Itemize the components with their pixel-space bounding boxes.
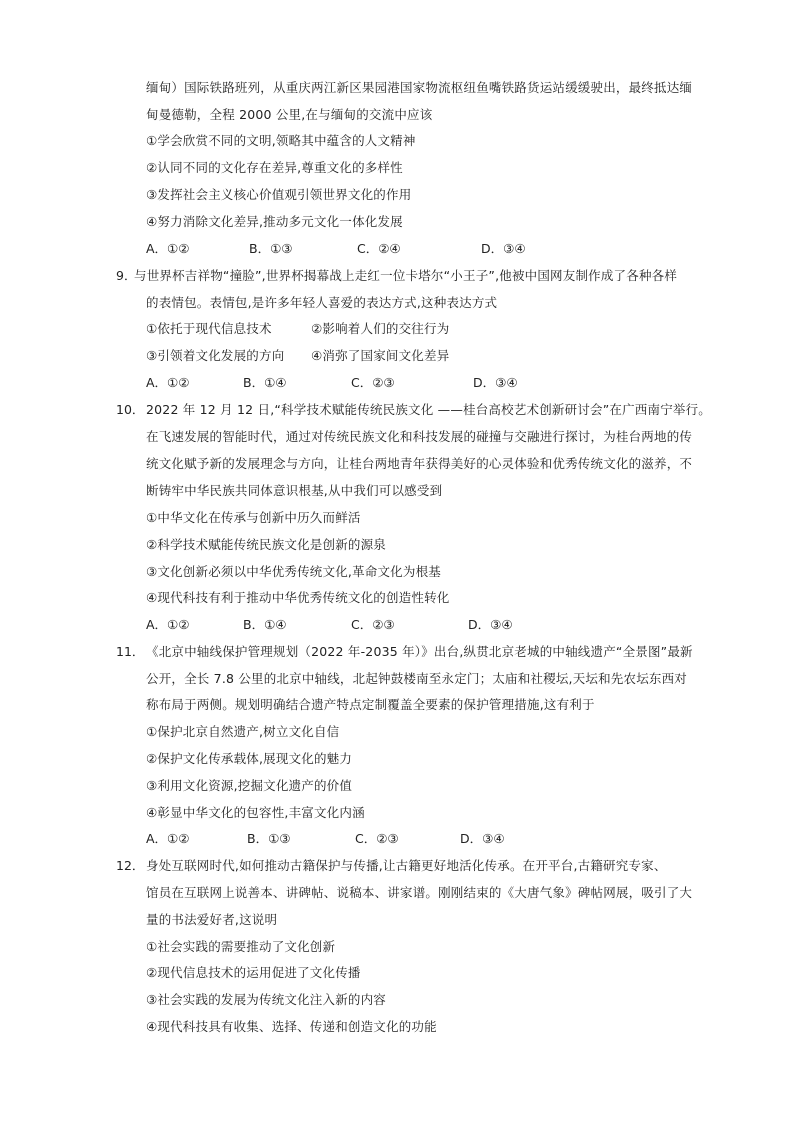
q8-item-1: ①学会欣赏不同的文明,领略其中蕴含的人文精神 xyxy=(146,133,416,148)
q10-item-1: ①中华文化在传承与创新中历久而鲜活 xyxy=(146,510,361,525)
q11-option-b: B．①③ xyxy=(247,831,291,846)
q11-option-a: A．①② xyxy=(146,831,190,846)
q10-option-b: B．①④ xyxy=(243,617,287,632)
q8-item-3: ③发挥社会主义核心价值观引领世界文化的作用 xyxy=(146,187,412,202)
q9-option-d: D．③④ xyxy=(473,375,518,390)
q10-line-3: 统文化赋予新的发展理念与方向，让桂台两地青年获得美好的心灵体验和优秀传统文化的滋养，不 xyxy=(146,456,693,471)
q11-option-c: C．②③ xyxy=(355,831,399,846)
q9-item-3: ③引领着文化发展的方向 xyxy=(146,348,285,363)
q11-line-3: 称布局于两侧。规划明确结合遗产特点定制覆盖全要素的保护管理措施,这有利于 xyxy=(146,697,595,712)
q10-line-4: 断铸牢中华民族共同体意识根基,从中我们可以感受到 xyxy=(146,483,443,498)
q8-line-1: 缅甸）国际铁路班列，从重庆两江新区果园港国家物流枢纽鱼嘴铁路货运站缓缓驶出，最终抵达缅 xyxy=(146,80,693,95)
q12-item-2: ②现代信息技术的运用促进了文化传播 xyxy=(146,965,361,980)
q11-line-2: 公开，全长 7.8 公里的北京中轴线，北起钟鼓楼南至永定门；太庙和社稷坛,天坛和先农坛东西对 xyxy=(146,671,688,686)
q11-item-1: ①保护北京自然遗产,树立文化自信 xyxy=(146,724,340,739)
q9-option-c: C．②③ xyxy=(351,375,395,390)
q12-item-3: ③社会实践的发展为传统文化注入新的内容 xyxy=(146,992,387,1007)
q11-item-4: ④彰显中华文化的包容性,丰富文化内涵 xyxy=(146,805,365,820)
q12-item-1: ①社会实践的需要推动了文化创新 xyxy=(146,939,336,954)
q10-option-c: C．②③ xyxy=(351,617,395,632)
q9-line-2: 的表情包。表情包,是许多年轻人喜爱的表达方式,这种表达方式 xyxy=(146,295,498,310)
q9-option-a: A．①② xyxy=(146,375,190,390)
q9-item-1: ①依托于现代信息技术 xyxy=(146,321,272,336)
q10-item-2: ②科学技术赋能传统民族文化是创新的源泉 xyxy=(146,537,387,552)
q12-line-2: 馆员在互联网上说善本、讲碑帖、说稿本、讲家谱。刚刚结束的《大唐气象》碑帖网展，吸引了大 xyxy=(146,885,693,900)
q9-item-2: ②影响着人们的交往行为 xyxy=(311,321,450,336)
q8-item-4: ④努力消除文化差异,推动多元文化一体化发展 xyxy=(146,214,403,229)
q12-item-4: ④现代科技具有收集、选择、传递和创造文化的功能 xyxy=(146,1019,437,1034)
q9-item-4: ④消弥了国家间文化差异 xyxy=(311,348,450,363)
q12-line-1: 身处互联网时代,如何推动古籍保护与传播,让古籍更好地活化传承。在开平台,古籍研究专家、 xyxy=(146,858,667,873)
q11-line-1: 《北京中轴线保护管理规划（2022 年-2035 年）》出台,纵贯北京老城的中轴线遗产“全景图”最新 xyxy=(146,644,693,659)
q10-line-1: 2022 年 12 月 12 日,“科学技术赋能传统民族文化 ——桂台高校艺术创新研讨会”在广西南宁举行。 xyxy=(146,402,711,417)
q8-option-d: D．③④ xyxy=(481,241,526,256)
q10-item-3: ③文化创新必须以中华优秀传统文化,革命文化为根基 xyxy=(146,564,441,579)
q12-number: 12． xyxy=(116,858,145,873)
q9-option-b: B．①④ xyxy=(243,375,287,390)
q8-option-c: C．②④ xyxy=(357,241,401,256)
q11-option-d: D．③④ xyxy=(460,831,505,846)
q11-item-3: ③利用文化资源,挖掘文化遗产的价值 xyxy=(146,778,353,793)
q11-number: 11． xyxy=(116,644,145,659)
q10-option-a: A．①② xyxy=(146,617,190,632)
q10-line-2: 在飞速发展的智能时代，通过对传统民族文化和科技发展的碰撞与交融进行探讨，为桂台两地的传 xyxy=(146,429,693,444)
q11-item-2: ②保护文化传承载体,展现文化的魅力 xyxy=(146,751,353,766)
q8-item-2: ②认同不同的文化存在差异,尊重文化的多样性 xyxy=(146,160,403,175)
q9-number: 9． xyxy=(116,268,137,283)
q8-line-2: 甸曼德勒，全程 2000 公里,在与缅甸的交流中应该 xyxy=(146,107,433,122)
q8-option-a: A．①② xyxy=(146,241,190,256)
q10-option-d: D．③④ xyxy=(468,617,513,632)
q9-line-1: 与世界杯吉祥物“撞脸”,世界杯揭幕战上走红一位卡塔尔“小王子”,他被中国网友制作成了各种各样 xyxy=(134,268,678,283)
q10-item-4: ④现代科技有利于推动中华优秀传统文化的创造性转化 xyxy=(146,590,450,605)
q10-number: 10． xyxy=(116,402,145,417)
q12-line-3: 量的书法爱好者,这说明 xyxy=(146,912,278,927)
q8-option-b: B．①③ xyxy=(249,241,293,256)
